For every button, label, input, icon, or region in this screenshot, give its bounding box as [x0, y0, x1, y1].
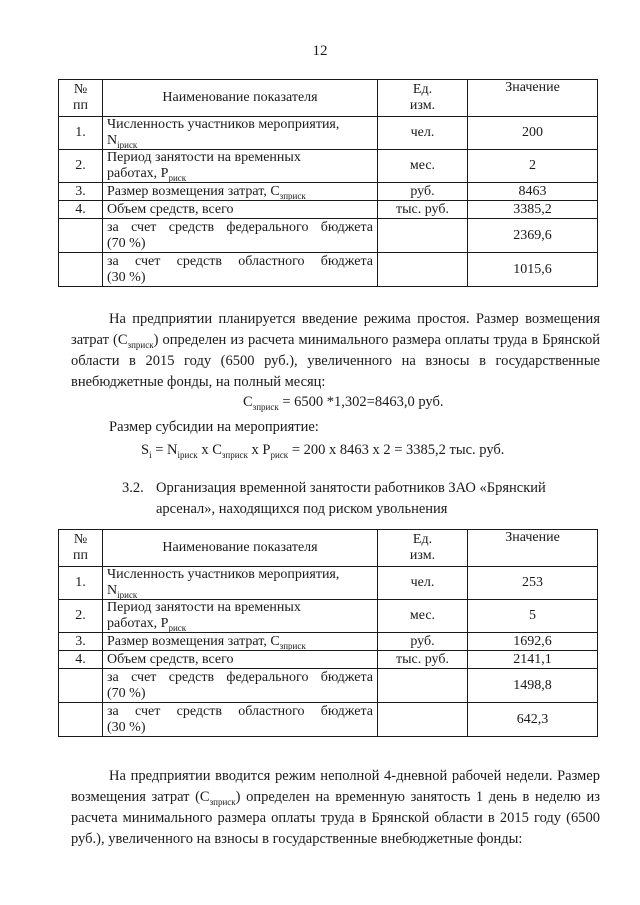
- row-num: 4.: [59, 201, 103, 219]
- indicators-table-1: [58, 79, 598, 287]
- table-row: [59, 117, 598, 150]
- header-num-line1: №: [73, 532, 88, 547]
- row-name: [103, 219, 378, 253]
- formula-s-sub: i: [149, 450, 152, 460]
- row-name-line1: за счет средств областного бюджета: [107, 253, 373, 269]
- header-unit-line1: Ед.: [412, 532, 433, 547]
- row-value: 1498,8: [468, 669, 598, 703]
- row-value: 2369,6: [468, 219, 598, 253]
- header-unit-line1: Ед.: [412, 82, 433, 97]
- row-name-line1: за счет средств областного бюджета: [107, 703, 373, 719]
- row-num-empty: [59, 669, 103, 703]
- row-unit-empty: [378, 253, 468, 287]
- row-num: 1.: [59, 117, 103, 150]
- row-name-subscript: риск: [168, 623, 187, 633]
- row-name: [103, 183, 378, 201]
- paragraph-idle-mode: [71, 309, 600, 393]
- header-num-cell: [59, 530, 103, 567]
- table-row: [59, 600, 598, 633]
- paragraph-text-part1: На предприятии вводится режим неполной 4-дневной рабочей недели. Размер возмещения затрат (C: [71, 768, 600, 805]
- row-num: 2.: [59, 150, 103, 183]
- table-row: [59, 150, 598, 183]
- row-name-text: Размер возмещения затрат, C: [107, 633, 280, 649]
- row-value: 5: [468, 600, 598, 633]
- formula-n: = N: [151, 442, 178, 458]
- header-num-cell: [59, 80, 103, 117]
- row-unit-empty: [378, 219, 468, 253]
- row-value: 3385,2: [468, 201, 598, 219]
- row-value: 2141,1: [468, 651, 598, 669]
- row-name-line1: за счет средств федерального бюджета: [107, 669, 373, 685]
- table-row: [59, 669, 598, 703]
- formula-subscript: зприск: [252, 402, 279, 412]
- header-name-cell: Наименование показателя: [103, 530, 378, 567]
- row-num-empty: [59, 253, 103, 287]
- row-unit: руб.: [378, 183, 468, 201]
- row-unit: чел.: [378, 567, 468, 600]
- row-name-line1: Период занятости на временных: [107, 600, 301, 615]
- row-unit-empty: [378, 669, 468, 703]
- header-value-cell: Значение: [468, 530, 598, 567]
- section-title-line2: арсенал», находящихся под риском увольнения: [156, 501, 448, 517]
- row-unit: мес.: [378, 600, 468, 633]
- formula-symbol: C: [243, 394, 253, 410]
- table-row: [59, 651, 598, 669]
- section-heading: [122, 478, 597, 520]
- formula-n-sub: iриск: [177, 450, 198, 460]
- indicators-table-2: [58, 529, 598, 737]
- row-name: [103, 669, 378, 703]
- header-unit-line2: изм.: [409, 98, 436, 113]
- row-name: [103, 117, 378, 150]
- paragraph-subscript: зприск: [127, 340, 154, 350]
- row-unit: руб.: [378, 633, 468, 651]
- row-unit: чел.: [378, 117, 468, 150]
- row-name: [103, 600, 378, 633]
- formula-c: x C: [197, 442, 222, 458]
- row-name-line2: (30 %): [107, 719, 146, 735]
- formula-p: x P: [247, 442, 271, 458]
- table-row: [59, 219, 598, 253]
- table-row: [59, 567, 598, 600]
- row-name-text: Размер возмещения затрат, C: [107, 183, 280, 199]
- table-header-row: [59, 80, 598, 117]
- row-name: [103, 703, 378, 737]
- row-unit: мес.: [378, 150, 468, 183]
- row-value: 8463: [468, 183, 598, 201]
- formula-cost-calculation: [243, 392, 443, 413]
- header-unit-cell: [378, 80, 468, 117]
- row-value: 642,3: [468, 703, 598, 737]
- header-unit-cell: [378, 530, 468, 567]
- row-name: [103, 253, 378, 287]
- row-name-subscript: зприск: [279, 190, 306, 201]
- row-num: 3.: [59, 633, 103, 651]
- row-num-empty: [59, 219, 103, 253]
- formula-s: S: [141, 442, 150, 458]
- row-value: 2: [468, 150, 598, 183]
- table-header-row: [59, 530, 598, 567]
- row-unit: тыс. руб.: [378, 201, 468, 219]
- row-num-empty: [59, 703, 103, 737]
- paragraph-part-time-week: [71, 766, 600, 850]
- row-name-symbol: N: [107, 583, 118, 598]
- header-num-line1: №: [73, 82, 88, 97]
- row-num: 2.: [59, 600, 103, 633]
- row-name-line2: (70 %): [107, 235, 146, 251]
- row-name-text: Численность участников мероприятия,: [107, 117, 340, 132]
- subsidy-label: Размер субсидии на мероприятие:: [109, 419, 319, 435]
- row-value: 1015,6: [468, 253, 598, 287]
- row-num: 4.: [59, 651, 103, 669]
- row-num: 1.: [59, 567, 103, 600]
- formula-p-sub: риск: [270, 450, 289, 460]
- row-name: [103, 150, 378, 183]
- row-name-line2: (30 %): [107, 269, 146, 285]
- paragraph-text-part2: ) определен из расчета минимального размера оплаты труда в Брянской области в 2015 году (6500 руб.), увеличенного на взносы в государственные внебюджетные фонды, на полный месяц:: [71, 332, 600, 390]
- row-name: Объем средств, всего: [103, 651, 378, 669]
- paragraph-text-part1: На предприятии планируется введение режима простоя. Размер возмещения затрат (C: [71, 311, 600, 348]
- row-value: 1692,6: [468, 633, 598, 651]
- row-name: [103, 633, 378, 651]
- row-name-line2: работах, P: [107, 166, 169, 181]
- row-name-subscript: iриск: [117, 140, 138, 150]
- row-name-line1: Период занятости на временных: [107, 150, 301, 165]
- formula-expression: = 6500 *1,302=8463,0 руб.: [278, 394, 444, 410]
- row-unit: тыс. руб.: [378, 651, 468, 669]
- paragraph-text-part2: ) определен на временную занятость 1 день в неделю из расчета минимального размера оплаты труда в Брянской области в 2015 году (6500 руб.), увеличенного на взносы в государственные внебюджетные фонды:: [71, 789, 600, 847]
- row-name-subscript: риск: [168, 173, 187, 183]
- row-name-line2: работах, P: [107, 616, 169, 631]
- row-name-symbol: N: [107, 133, 118, 148]
- section-title-line1: Организация временной занятости работников ЗАО «Брянский: [156, 480, 546, 496]
- table-row: [59, 253, 598, 287]
- row-value: 200: [468, 117, 598, 150]
- row-name-text: Численность участников мероприятия,: [107, 567, 340, 582]
- table-row: [59, 201, 598, 219]
- header-num-line2: пп: [73, 548, 88, 563]
- table-row: [59, 183, 598, 201]
- formula-result: = 200 x 8463 x 2 = 3385,2 тыс. руб.: [288, 442, 505, 458]
- header-name-cell: Наименование показателя: [103, 80, 378, 117]
- row-name-subscript: iриск: [117, 590, 138, 600]
- row-value: 253: [468, 567, 598, 600]
- header-num-line2: пп: [73, 98, 88, 113]
- row-name-subscript: зприск: [279, 640, 306, 651]
- formula-subsidy: [141, 440, 504, 461]
- header-value-cell: Значение: [468, 80, 598, 117]
- paragraph-subscript: зприск: [209, 797, 236, 807]
- row-unit-empty: [378, 703, 468, 737]
- table-row: [59, 633, 598, 651]
- table-row: [59, 703, 598, 737]
- header-unit-line2: изм.: [409, 548, 436, 563]
- row-num: 3.: [59, 183, 103, 201]
- row-name-line2: (70 %): [107, 685, 146, 701]
- section-number: 3.2.: [122, 480, 144, 496]
- formula-c-sub: зприск: [221, 450, 248, 460]
- row-name: [103, 567, 378, 600]
- row-name-line1: за счет средств федерального бюджета: [107, 219, 373, 235]
- page-number: 12: [312, 43, 328, 59]
- row-name: Объем средств, всего: [103, 201, 378, 219]
